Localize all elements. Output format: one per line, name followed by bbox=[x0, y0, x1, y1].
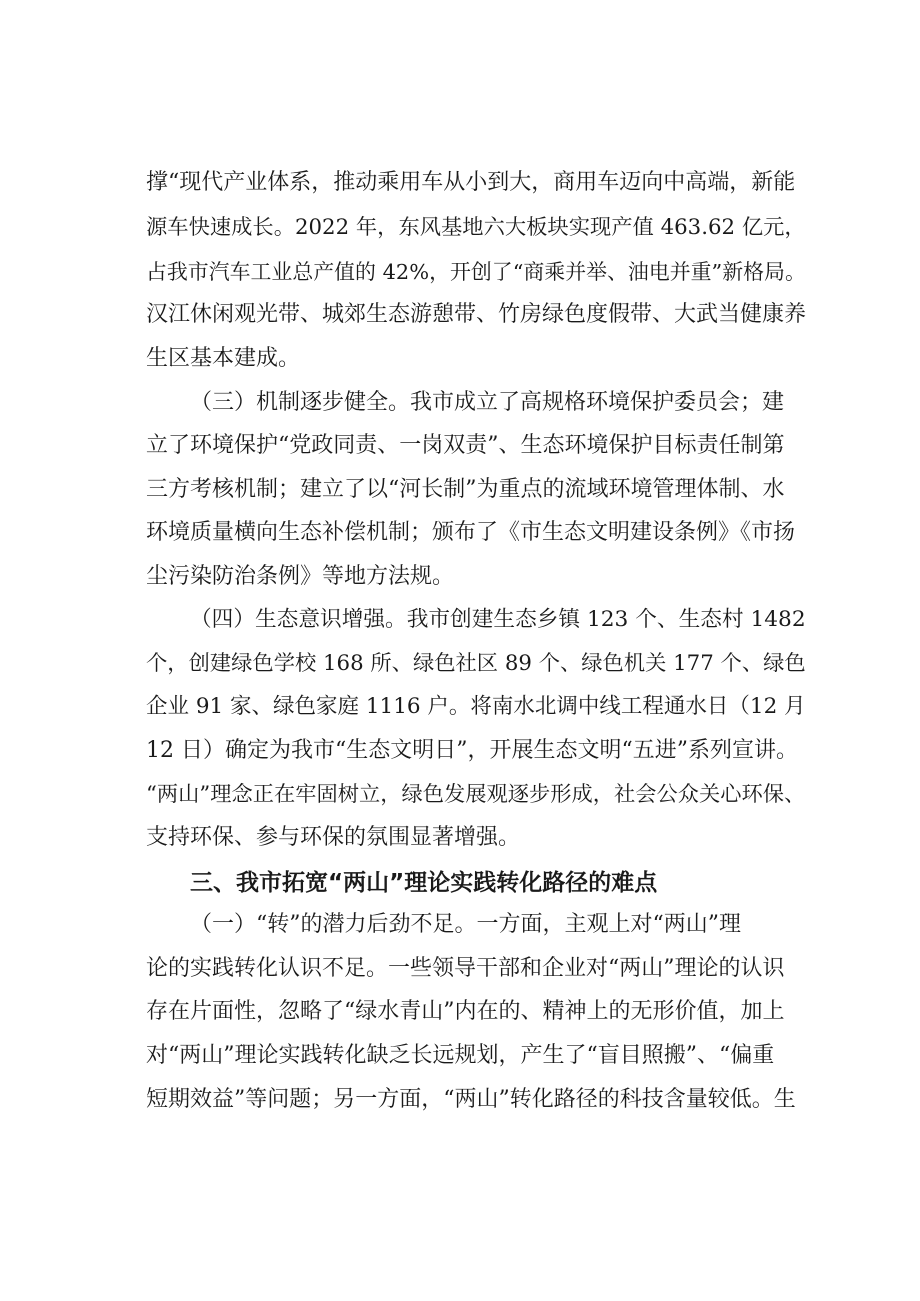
paragraph-line: 论的实践转化认识不足。一些领导干部和企业对“两山”理论的认识 bbox=[146, 956, 785, 981]
paragraph-line: 立了环境保护“党政同责、一岗双责”、生态环境保护目标责任制第 bbox=[146, 433, 785, 458]
paragraph-line: （四）生态意识增强。我市创建生态乡镇 123 个、生态村 1482 bbox=[190, 607, 806, 632]
paragraph-line: （三）机制逐步健全。我市成立了高规格环境保护委员会；建 bbox=[190, 390, 785, 415]
paragraph-line: 环境质量横向生态补偿机制；颁布了《市生态文明建设条例》《市扬 bbox=[146, 520, 796, 545]
paragraph-line: 12 日）确定为我市“生态文明日”，开展生态文明“五进”系列宣讲。 bbox=[146, 738, 798, 763]
paragraph-line: “两山”理念正在牢固树立，绿色发展观逐步形成，社会公众关心环保、 bbox=[146, 782, 806, 807]
paragraph-line: 汉江休闲观光带、城郊生态游憩带、竹房绿色度假带、大武当健康养 bbox=[146, 302, 807, 327]
paragraph-line: 存在片面性，忽略了“绿水青山”内在的、精神上的无形价值，加上 bbox=[146, 999, 785, 1024]
paragraph-line: 三方考核机制；建立了以“河长制”为重点的流域环境管理体制、水 bbox=[146, 477, 785, 502]
paragraph-line: 支持环保、参与环保的氛围显著增强。 bbox=[146, 825, 521, 850]
paragraph-line: 对“两山”理论实践转化缺乏长远规划，产生了“盲目照搬”、“偏重 bbox=[146, 1043, 775, 1068]
paragraph-line: 尘污染防治条例》等地方法规。 bbox=[146, 564, 455, 589]
paragraph-line: 个，创建绿色学校 168 所、绿色社区 89 个、绿色机关 177 个、绿色 bbox=[146, 651, 806, 676]
paragraph-line: 源车快速成长。2022 年，东风基地六大板块实现产值 463.62 亿元， bbox=[146, 215, 806, 240]
paragraph-line: 撑“现代产业体系，推动乘用车从小到大，商用车迈向中高端，新能 bbox=[146, 170, 796, 195]
paragraph-line: 短期效益”等问题；另一方面，“两山”转化路径的科技含量较低。生 bbox=[146, 1087, 796, 1112]
paragraph-line: 生区基本建成。 bbox=[146, 346, 301, 371]
paragraph-line: 占我市汽车工业总产值的 42%，开创了“商乘并举、油电并重”新格局。 bbox=[146, 260, 806, 284]
section-heading: 三、我市拓宽“两山”理论实践转化路径的难点 bbox=[190, 870, 658, 896]
paragraph-line: 企业 91 家、绿色家庭 1116 户。将南水北调中线工程通水日（12 月 bbox=[146, 694, 806, 719]
paragraph-line: （一）“转”的潜力后劲不足。一方面，主观上对“两山”理 bbox=[190, 912, 741, 937]
